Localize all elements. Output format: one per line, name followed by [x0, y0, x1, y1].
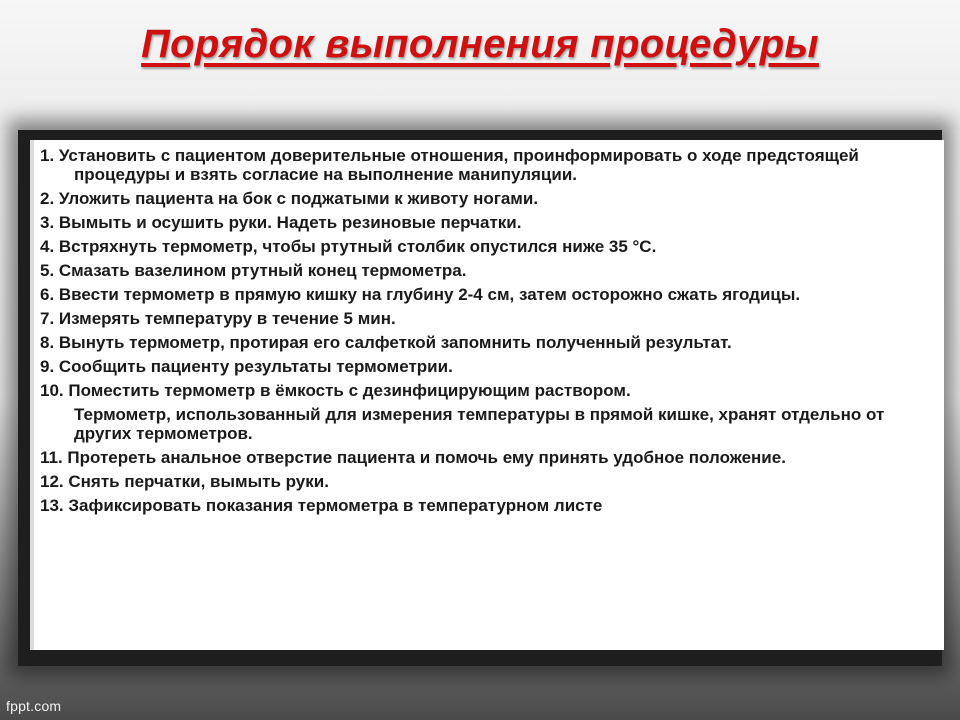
step-10: 10. Поместить термометр в ёмкость с дезинфицирующим раствором.: [40, 381, 631, 400]
step-5: 5. Смазать вазелином ртутный конец термометра.: [40, 261, 467, 280]
step-12: 12. Снять перчатки, вымыть руки.: [40, 472, 329, 491]
step-6: 6. Ввести термометр в прямую кишку на глубину 2-4 см, затем осторожно сжать ягодицы.: [40, 285, 801, 304]
step-2: 2. Уложить пациента на бок с поджатыми к животу ногами.: [40, 189, 539, 208]
step-10-note: Термометр, использованный для измерения температуры в прямой кишке, хранят отдельно от других термометров.: [74, 405, 885, 443]
step-4: 4. Встряхнуть термометр, чтобы ртутный столбик опустился ниже 35 °С.: [40, 237, 657, 256]
step-3: 3. Вымыть и осушить руки. Надеть резиновые перчатки.: [40, 213, 522, 232]
procedure-steps-list: [40, 146, 930, 520]
footer-watermark: fppt.com: [6, 698, 62, 714]
step-13: 13. Зафиксировать показания термометра в температурном листе: [40, 496, 603, 515]
step-9: 9. Сообщить пациенту результаты термометрии.: [40, 357, 453, 376]
content-card: [30, 140, 944, 650]
step-1: 1. Установить с пациентом доверительные отношения, проинформировать о ходе предстоящей процедуры и взять согласие на выполнение манипуляции.: [40, 146, 859, 184]
step-7: 7. Измерять температуру в течение 5 мин.: [40, 309, 396, 328]
slide-title: Порядок выполнения процедуры: [141, 22, 819, 66]
step-8: 8. Вынуть термометр, протирая его салфеткой запомнить полученный результат.: [40, 333, 732, 352]
step-11: 11. Протереть анальное отверстие пациента и помочь ему принять удобное положение.: [40, 448, 786, 467]
